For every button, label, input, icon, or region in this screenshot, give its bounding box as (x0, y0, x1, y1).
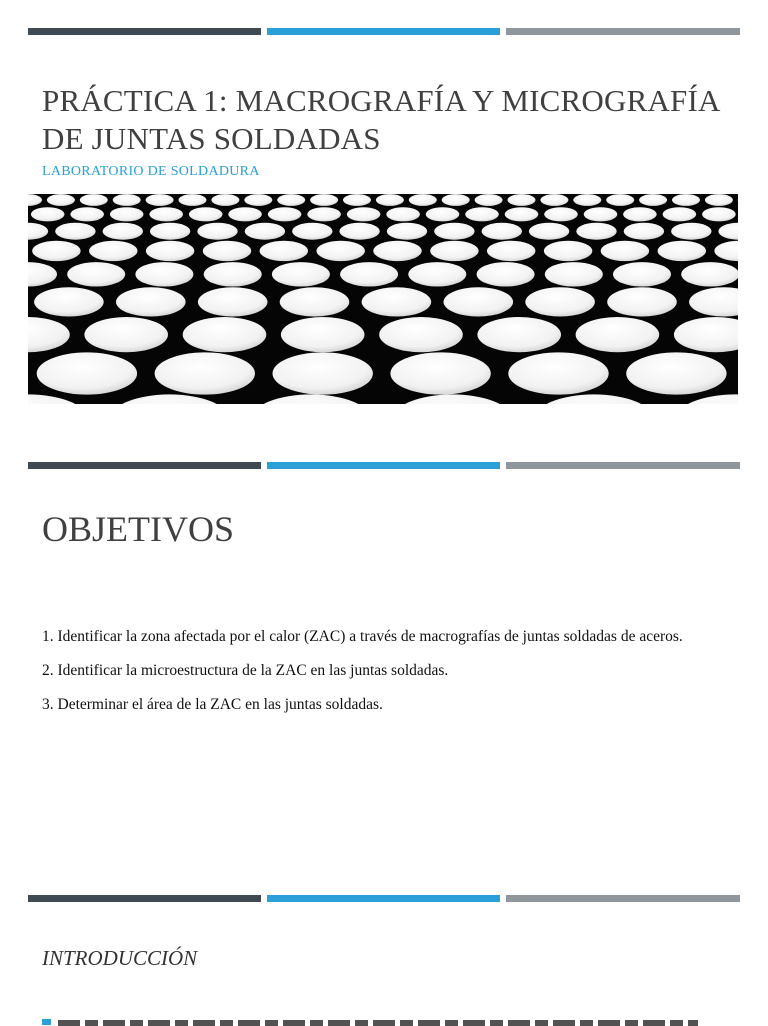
cropped-text-line (58, 1020, 698, 1026)
disc-shape (203, 241, 251, 261)
accent-bars-top (28, 28, 740, 35)
accent-bar-gray (506, 895, 740, 902)
disc-shape (273, 352, 373, 394)
slide-subtitle: LABORATORIO DE SOLDADURA (42, 164, 260, 180)
disc-shape (658, 241, 706, 261)
disc-shape (150, 223, 190, 240)
disc-shape (573, 194, 601, 206)
disc-shape (317, 241, 365, 261)
disc-shape (714, 241, 738, 261)
disc-shape (376, 194, 404, 206)
accent-bar-dark (28, 462, 261, 469)
disc-shape (386, 207, 420, 221)
disc-shape (28, 262, 57, 286)
disc-shape (601, 241, 649, 261)
disc-shape (718, 223, 738, 240)
disc-shape (576, 223, 616, 240)
slide-title: PRÁCTICA 1: MACROGRAFÍA Y MICROGRAFÍA DE JUNTAS SOLDADAS (42, 82, 742, 158)
disc-shape (272, 262, 330, 286)
accent-bar-blue (267, 462, 500, 469)
disc-shape (373, 241, 421, 261)
disc-shape (339, 223, 379, 240)
accent-bar-dark (28, 895, 261, 902)
accent-bars-objetivos (28, 462, 740, 469)
accent-bar-blue (267, 28, 500, 35)
disc-shape (89, 241, 137, 261)
disc-shape (362, 287, 432, 316)
disc-shape (307, 207, 341, 221)
accent-bars-introduccion (28, 895, 740, 902)
disc-shape (189, 207, 223, 221)
disc-shape (444, 287, 514, 316)
disc-shape (540, 194, 568, 206)
disc-shape (689, 287, 738, 316)
disc-shape (408, 262, 466, 286)
disc-shape (392, 394, 512, 404)
disc-shape (28, 194, 42, 206)
disc-shape (576, 317, 660, 352)
disc-shape (702, 207, 736, 221)
disc-shape (260, 241, 308, 261)
disc-shape (529, 223, 569, 240)
disc-shape (607, 287, 677, 316)
disc-shape (390, 352, 490, 394)
disc-shape (671, 223, 711, 240)
disc-shape (109, 394, 229, 404)
disc-shape (67, 262, 125, 286)
disc-shape (672, 194, 700, 206)
accent-bar-gray (506, 462, 740, 469)
disc-shape (387, 223, 427, 240)
disc-shape (544, 241, 592, 261)
disc-shape (534, 394, 654, 404)
disc-shape (113, 194, 141, 206)
disc-shape (508, 194, 536, 206)
disc-shape (310, 194, 338, 206)
disc-shape (545, 262, 603, 286)
disc-shape (84, 317, 168, 352)
disc-shape (340, 262, 398, 286)
disc-shape (465, 207, 499, 221)
disc-shape (228, 207, 262, 221)
disc-shape (28, 394, 88, 404)
objective-item: 3. Determinar el área de la ZAC en las juntas soldadas. (42, 692, 722, 717)
disc-shape (674, 317, 738, 352)
accent-bar-blue (267, 895, 500, 902)
disc-shape (623, 207, 657, 221)
disc-shape (426, 207, 460, 221)
disc-shape (434, 223, 474, 240)
disc-shape (663, 207, 697, 221)
discs-pattern-image (28, 194, 738, 404)
objective-item: 1. Identificar la zona afectada por el calor (ZAC) a través de macrografías de juntas soldadas de aceros. (42, 624, 722, 649)
disc-shape (508, 352, 608, 394)
disc-shape (280, 287, 350, 316)
disc-shape (430, 241, 478, 261)
accent-bar-gray (506, 28, 740, 35)
disc-shape (34, 287, 104, 316)
disc-shape (681, 262, 738, 286)
disc-shape (70, 207, 104, 221)
disc-shape (675, 394, 738, 404)
disc-shape (584, 207, 618, 221)
disc-shape (146, 194, 174, 206)
disc-shape (251, 394, 371, 404)
disc-shape (409, 194, 437, 206)
disc-shape (639, 194, 667, 206)
disc-shape (624, 223, 664, 240)
disc-shape (80, 194, 108, 206)
disc-shape (32, 241, 80, 261)
disc-shape (277, 194, 305, 206)
disc-shape (146, 241, 194, 261)
disc-shape (244, 194, 272, 206)
disc-shape (487, 241, 535, 261)
disc-shape (343, 194, 371, 206)
disc-shape (292, 223, 332, 240)
objective-item: 2. Identificar la microestructura de la ZAC en las juntas soldadas. (42, 658, 722, 683)
disc-shape (606, 194, 634, 206)
disc-shape (482, 223, 522, 240)
disc-shape (475, 194, 503, 206)
disc-shape (198, 287, 268, 316)
disc-shape (245, 223, 285, 240)
bullet-marker (42, 1019, 51, 1025)
disc-shape (347, 207, 381, 221)
disc-shape (477, 317, 561, 352)
disc-shape (28, 317, 70, 352)
disc-shape (505, 207, 539, 221)
disc-shape (135, 262, 193, 286)
introduccion-heading: INTRODUCCIÓN (42, 946, 197, 971)
disc-shape (626, 352, 726, 394)
disc-shape (110, 207, 144, 221)
disc-shape (55, 223, 95, 240)
disc-shape (204, 262, 262, 286)
disc-shape (613, 262, 671, 286)
disc-shape (268, 207, 302, 221)
accent-bar-dark (28, 28, 261, 35)
disc-shape (183, 317, 267, 352)
disc-shape (149, 207, 183, 221)
disc-shape (103, 223, 143, 240)
disc-shape (477, 262, 535, 286)
disc-shape (28, 223, 48, 240)
disc-shape (705, 194, 733, 206)
disc-shape (281, 317, 365, 352)
disc-shape (31, 207, 65, 221)
disc-shape (442, 194, 470, 206)
disc-shape (155, 352, 255, 394)
disc-shape (197, 223, 237, 240)
disc-shape (525, 287, 595, 316)
hero-image (28, 194, 738, 404)
disc-shape (116, 287, 186, 316)
disc-shape (379, 317, 463, 352)
disc-shape (544, 207, 578, 221)
disc-shape (47, 194, 75, 206)
disc-shape (211, 194, 239, 206)
disc-shape (37, 352, 137, 394)
objectives-list (42, 624, 722, 726)
objetivos-heading: OBJETIVOS (42, 508, 234, 550)
disc-shape (179, 194, 207, 206)
